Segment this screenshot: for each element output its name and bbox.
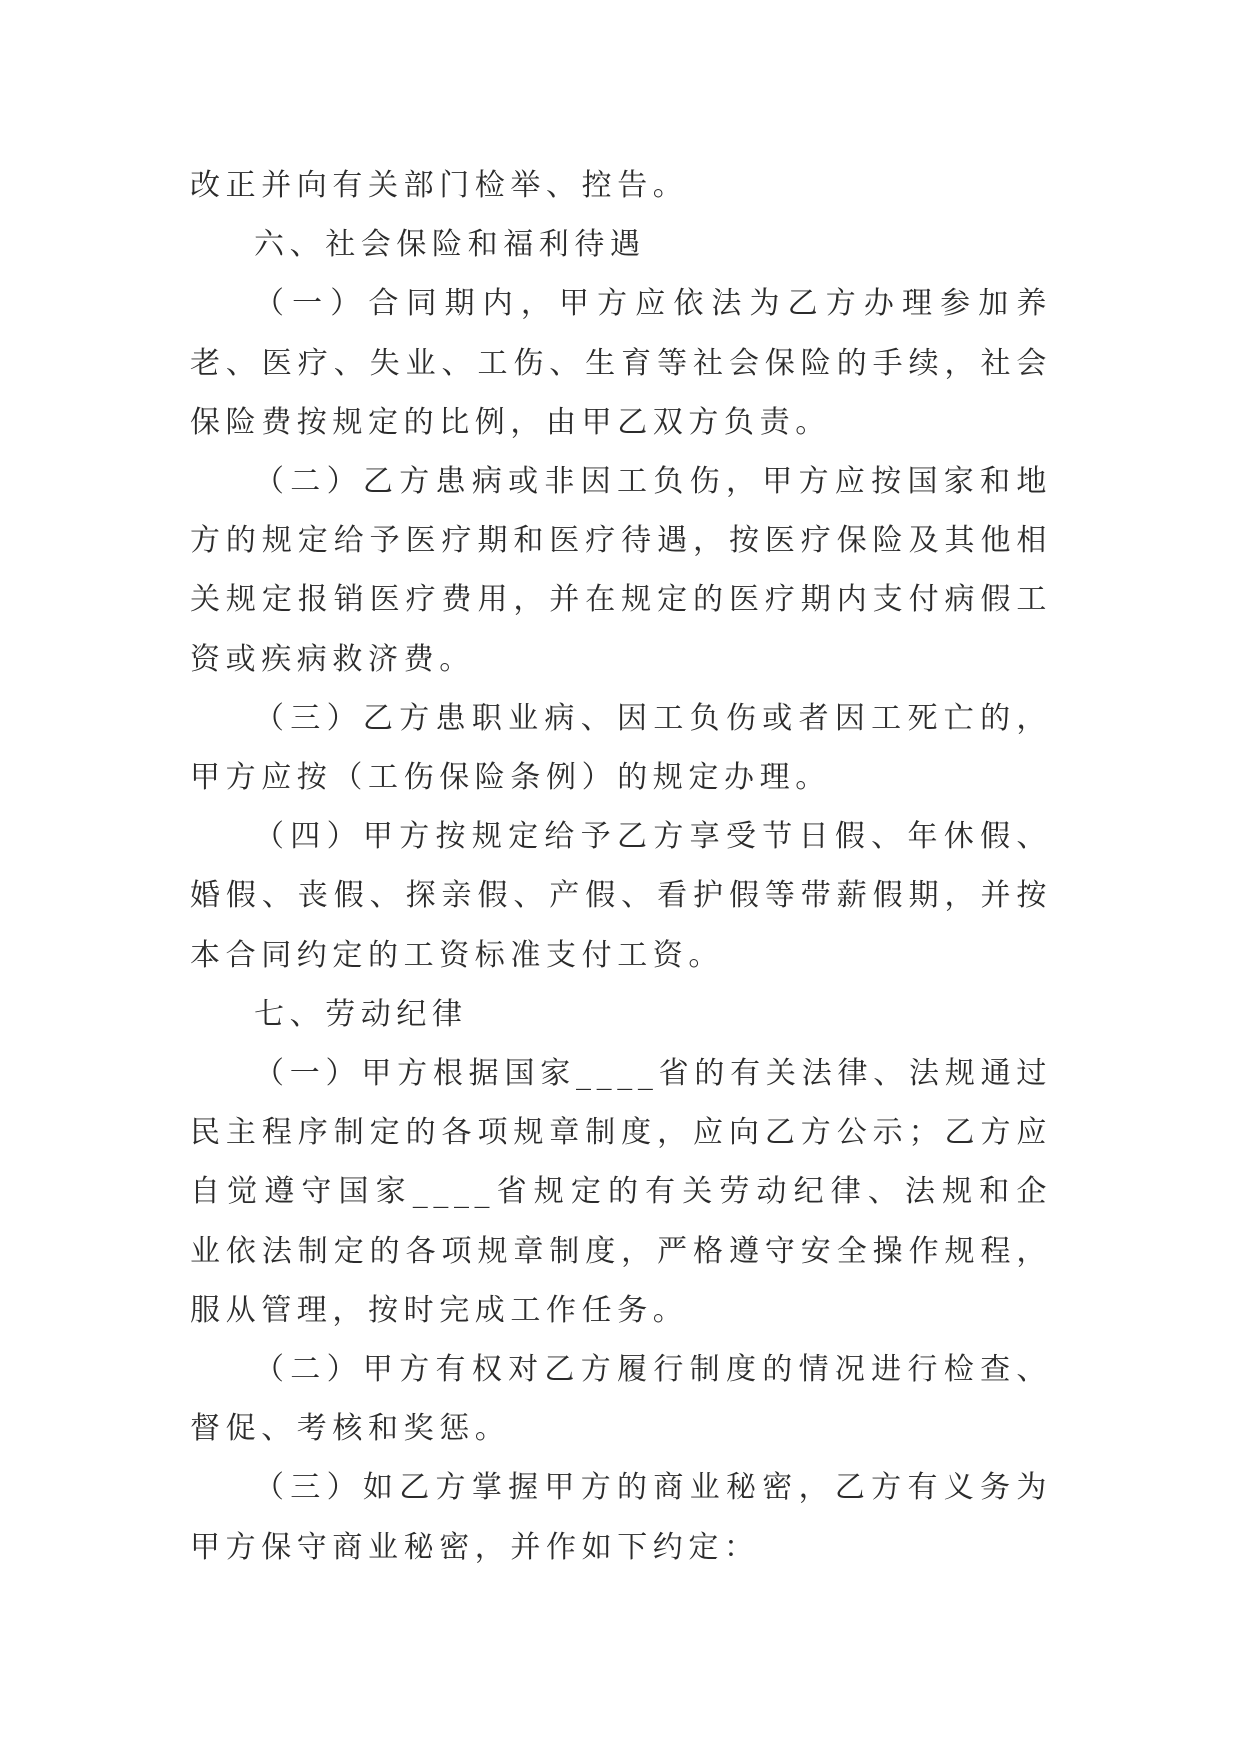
section-heading-social-insurance: 六、社会保险和福利待遇	[254, 227, 646, 263]
paragraph-continuation: 改正并向有关部门检举、控告。	[190, 168, 689, 203]
clause-7-1: （一）甲方根据国家____省的有关法律、法规通过民主程序制定的各项规章制度，应向乙方公示；乙方应自觉遵守国家____省规定的有关劳动纪律、法规和企业依法制定的各项规章制度，严格遵守安全操作规程，服从管理，按时完成工作任务。	[190, 1056, 1052, 1328]
clause-7-3: （三）如乙方掌握甲方的商业秘密，乙方有义务为甲方保守商业秘密，并作如下约定：	[190, 1470, 1052, 1565]
clause-6-3: （三）乙方患职业病、因工负伤或者因工死亡的，甲方应按（工伤保险条例）的规定办理。	[190, 700, 1052, 796]
section-heading-labor-discipline: 七、劳动纪律	[254, 996, 468, 1032]
clause-6-4: （四）甲方按规定给予乙方享受节日假、年休假、婚假、丧假、探亲假、产假、看护假等带薪假期，并按本合同约定的工资标准支付工资。	[190, 819, 1052, 973]
clause-6-2: （二）乙方患病或非因工负伤，甲方应按国家和地方的规定给予医疗期和医疗待遇，按医疗保险及其他相关规定报销医疗费用，并在规定的医疗期内支付病假工资或疾病救济费。	[190, 464, 1052, 677]
document-body	[190, 156, 1052, 1577]
clause-7-2: （二）甲方有权对乙方履行制度的情况进行检查、督促、考核和奖惩。	[190, 1352, 1052, 1447]
clause-6-1: （一）合同期内，甲方应依法为乙方办理参加养老、医疗、失业、工伤、生育等社会保险的手续，社会保险费按规定的比例，由甲乙双方负责。	[190, 286, 1052, 440]
